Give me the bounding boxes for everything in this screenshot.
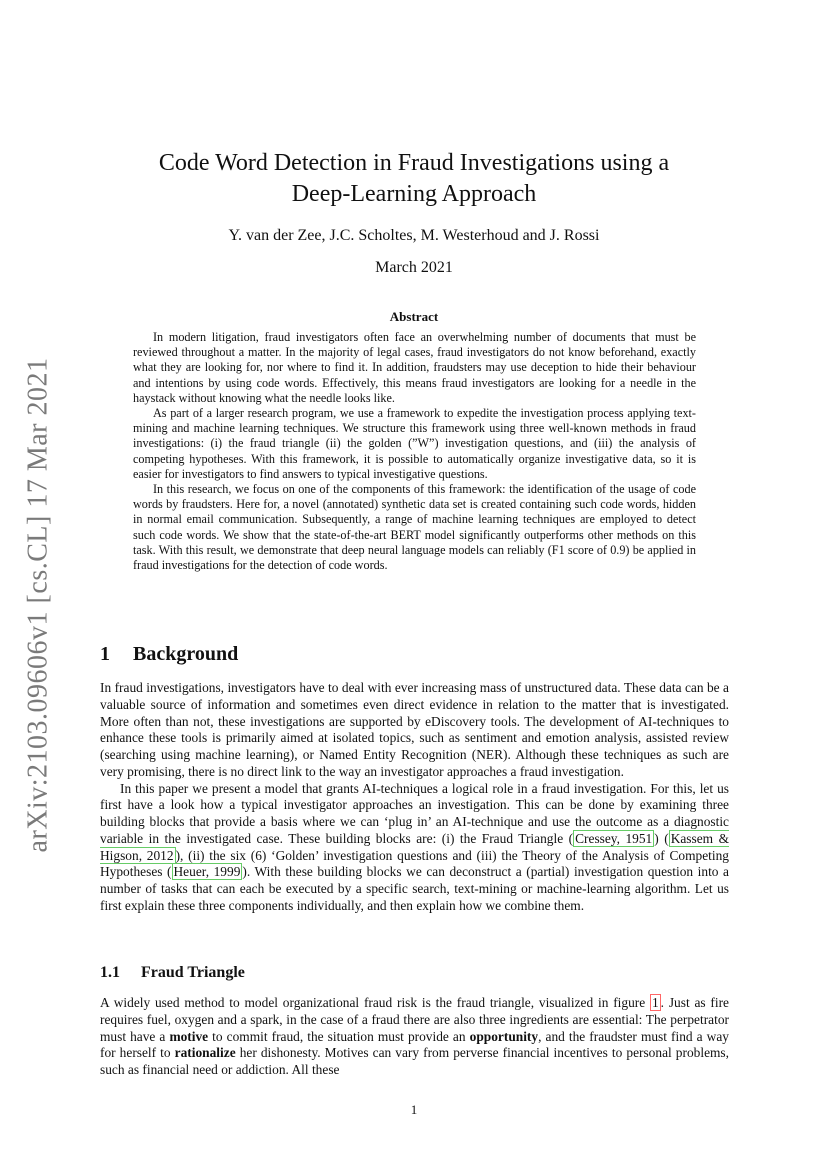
fraud-triangle-paragraph — [100, 995, 729, 1079]
background-body — [100, 680, 729, 915]
subsection-number: 1.1 — [100, 964, 120, 981]
figure-link-1[interactable]: 1 — [651, 995, 659, 1010]
publication-date: March 2021 — [375, 259, 453, 276]
text-run: her dishonesty. Motives can vary from perverse financial incentives to personal problems, such as financial need or addiction. All these — [100, 1045, 729, 1077]
keyword-rationalize: rationalize — [174, 1045, 236, 1061]
section-number: 1 — [100, 643, 110, 665]
text-run: In this paper we present a model that grants AI-techniques a logical role in a fraud investigation. For this, let us first have a look how a typical investigator approaches an investigation. This can be done by examining three building blocks that provide a basis where we can ‘plug in’ an AI-technique and use the outcome as a diagnostic variable in the investigated case. These building blocks are: (i) the Fraud Triangle ( — [100, 780, 729, 846]
abstract-paragraph-3: In this research, we focus on one of the components of this framework: the identification of the usage of code words by fraudsters. Here for, a novel (annotated) synthetic data set is created containing such code words, hidden in normal email communication. Subsequently, a range of machine learning techniques are employed to detect such code words. We show that the state-of-the-art BERT model significantly outperforms other methods on this task. With this result, we demonstrate that deep neural language models can reliably (F1 score of 0.9) be applied in fraud investigations for the detection of code words. — [133, 482, 696, 573]
author-list: Y. van der Zee, J.C. Scholtes, M. Westerhoud and J. Rossi — [228, 227, 600, 244]
subsection-title: Fraud Triangle — [141, 964, 245, 981]
keyword-opportunity: opportunity — [469, 1028, 539, 1044]
title-line-1: Code Word Detection in Fraud Investigations using a — [158, 150, 670, 176]
section-heading-background — [100, 643, 238, 666]
title-line-2: Deep-Learning Approach — [291, 181, 537, 207]
background-paragraph-2 — [100, 781, 729, 915]
abstract-body — [133, 330, 696, 573]
text-run: ), (ii) the six (6) ‘Golden’ investigation questions and (iii) the Theory of the Analysis of Competing Hypotheses ( — [100, 847, 729, 880]
background-paragraph-1: In fraud investigations, investigators have to deal with ever increasing mass of unstructured data. These data can be a valuable source of information and sometimes even direct evidence in relation to the matter that is investigated. More often than not, these investigations are supported by eDiscovery tools. The development of AI-techniques to enhance these tools is primarily aimed at isolated topics, such as sentiment and emotion analysis, assisted review (searching using machine learning), or Named Entity Recognition (NER). Although these techniques as such are very promising, there is no direct link to the way an investigator approaches a fraud investigation. — [100, 680, 729, 779]
citation-link-heuer[interactable]: Heuer, 1999 — [173, 864, 241, 880]
text-run: to commit fraud, the situation must provide an — [208, 1028, 470, 1044]
keyword-motive: motive — [169, 1028, 209, 1044]
section-title: Background — [133, 643, 239, 665]
text-run: A widely used method to model organizational fraud risk is the fraud triangle, visualized in figure — [100, 995, 650, 1010]
citation-link-cressey[interactable]: Cressey, 1951 — [575, 830, 653, 846]
page-number: 1 — [410, 1102, 418, 1117]
citation-link-kassem-higson[interactable]: Kassem & Higson, 2012 — [100, 830, 729, 863]
text-run: ) ( — [654, 830, 669, 846]
abstract-paragraph-2: As part of a larger research program, we use a framework to expedite the investigation process applying text-mining and machine learning techniques. We structure this framework using three well-known methods in fraud investigations: (i) the fraud triangle (ii) the golden (”W”) investigation questions, and (iii) the analysis of competing hypotheses. With this framework, it is possible to automatically organize investigative data, so it is easier for investigators to find answers to typical investigative questions. — [133, 406, 696, 481]
abstract-paragraph-1: In modern litigation, fraud investigators often face an overwhelming number of documents that must be reviewed throughout a matter. In the majority of legal cases, fraud investigators do not know beforehand, exactly what they are looking for, nor where to find it. In addition, fraudsters may use deception to hide their behaviour and intentions by using code words. Effectively, this means fraud investigators are looking for a needle in the haystack without knowing what the needle looks like. — [133, 330, 696, 405]
text-run: , and the fraudster must find a way for herself to — [100, 1028, 729, 1061]
text-run: . Just as fire requires fuel, oxygen and a spark, in the case of a fraud there are also three ingredients are essential: The perpetrator must have a — [100, 995, 730, 1044]
abstract-heading: Abstract — [389, 309, 439, 324]
text-run: ). With these building blocks we can deconstruct a (partial) investigation question into a number of tasks that can each be executed by a specific search, text-mining or machine-learning algorithm. Let us first explain these three components individually, and then explain how we combine them. — [100, 864, 729, 913]
arxiv-side-identifier — [18, 357, 58, 853]
subsection-heading-fraud-triangle — [100, 964, 245, 982]
fraud-triangle-body — [100, 995, 729, 1079]
arxiv-id-text: arXiv:2103.09606v1 [cs.CL] 17 Mar 2021 — [22, 357, 53, 853]
paper-title — [100, 148, 728, 210]
